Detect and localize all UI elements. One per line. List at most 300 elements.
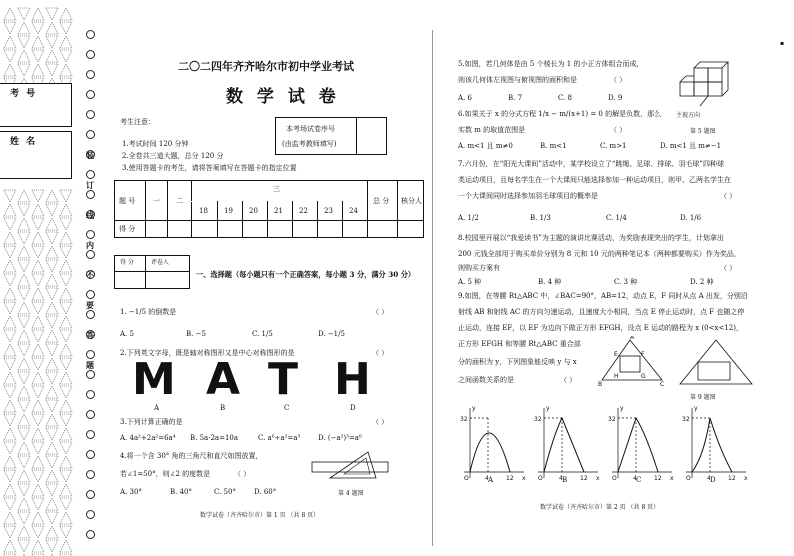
triangle-mark xyxy=(60,400,72,412)
triangle-mark xyxy=(32,456,44,468)
triangle-mark xyxy=(18,50,30,62)
triangle-mark xyxy=(18,484,30,496)
q2-opt-d[interactable]: D xyxy=(350,404,356,412)
triangle-mark xyxy=(60,8,72,20)
binding-circle xyxy=(86,530,95,539)
triangle-mark xyxy=(4,260,16,272)
q9-x-tick: 4 xyxy=(707,475,711,482)
triangle-mark xyxy=(60,64,72,76)
grader-box[interactable] xyxy=(114,255,190,289)
triangle-mark xyxy=(18,414,30,426)
triangle-mark xyxy=(18,36,30,48)
q9-x-tick: 12 xyxy=(506,475,514,482)
q8-paren: （ ） xyxy=(720,264,737,272)
triangle-mark xyxy=(18,428,30,440)
triangle-mark xyxy=(4,414,16,426)
binding-note-char: 不 xyxy=(86,270,94,280)
q7-opt-d[interactable]: D. 1/6 xyxy=(680,214,702,222)
binding-circle xyxy=(86,230,95,239)
triangle-mark xyxy=(32,8,44,20)
q2-opt-a[interactable]: A xyxy=(154,404,160,412)
triangle-mark xyxy=(60,344,72,356)
q5-opt-d[interactable]: D. 9 xyxy=(608,94,623,102)
q9-x-axis: x xyxy=(744,475,748,482)
q3-opt-a[interactable]: A. 4a²+2a²=6a⁴ xyxy=(120,434,176,442)
triangle-mark xyxy=(32,344,44,356)
triangle-mark xyxy=(60,512,72,524)
triangle-mark xyxy=(32,386,44,398)
triangle-mark xyxy=(46,232,58,244)
triangle-mark xyxy=(60,540,72,552)
triangle-mark xyxy=(60,442,72,454)
triangle-mark xyxy=(60,288,72,300)
notice-title: 考生注意： xyxy=(120,118,155,126)
q2-letter-m: M xyxy=(132,354,176,405)
binding-circle xyxy=(86,470,95,479)
triangle-mark xyxy=(18,288,30,300)
q5-stem-2: 则该几何体左视图与俯视图的面积和是 xyxy=(458,76,577,84)
q9-origin: O xyxy=(464,475,469,482)
triangle-mark xyxy=(18,22,30,34)
triangle-mark xyxy=(32,316,44,328)
q9-line-1: 9.如图，在等腰 Rt△ABC 中，∠BAC=90°，AB=12，动点 E，F 同时从点 A 出发，分别沿 xyxy=(458,292,748,300)
triangle-mark xyxy=(18,246,30,258)
th-sub: 22 xyxy=(299,207,308,215)
q9-x-tick: 12 xyxy=(654,475,662,482)
triangle-mark xyxy=(4,540,16,552)
q8-opt-a[interactable]: A. 5 种 xyxy=(458,278,482,286)
triangle-mark xyxy=(60,386,72,398)
triangle-mark xyxy=(60,302,72,314)
binding-circle xyxy=(86,490,95,499)
triangle-mark xyxy=(60,470,72,482)
q6-opt-d[interactable]: D. m<1 且 m≠−1 xyxy=(660,142,722,150)
margin-mark: ▪ xyxy=(780,40,785,47)
triangle-mark xyxy=(4,316,16,328)
triangle-mark xyxy=(18,274,30,286)
footer-right: 数学试卷（齐齐哈尔市）第 2 页 （共 8 页） xyxy=(540,504,660,511)
triangle-mark xyxy=(60,414,72,426)
q9-fig-c: C xyxy=(660,381,665,388)
binding-circle xyxy=(86,130,95,139)
binding-note-char: 装 xyxy=(86,150,94,160)
triangle-mark xyxy=(32,442,44,454)
triangle-mark xyxy=(4,428,16,440)
binding-note-char: 题 xyxy=(86,360,94,370)
q8-opt-c[interactable]: C. 3 种 xyxy=(614,278,638,286)
th-sub: 18 xyxy=(199,207,208,215)
q9-line-6: 之间函数关系的是 xyxy=(458,376,514,384)
triangle-mark xyxy=(60,260,72,272)
triangle-mark xyxy=(32,288,44,300)
grader-score: 得 分 xyxy=(120,259,134,266)
triangle-mark xyxy=(32,358,44,370)
q7-stem-3: 一个大课间同时选择参加羽毛球项目的概率是 xyxy=(458,192,598,200)
triangle-mark xyxy=(46,190,58,202)
q6-opt-b[interactable]: B. m<1 xyxy=(540,142,567,150)
q6-opt-c[interactable]: C. m>1 xyxy=(600,142,627,150)
q6-opt-a[interactable]: A. m<1 且 m≠0 xyxy=(458,142,513,150)
th-3: 三 xyxy=(273,185,280,193)
triangle-mark xyxy=(46,526,58,538)
triangle-mark xyxy=(46,414,58,426)
q7-opt-a[interactable]: A. 1/2 xyxy=(458,214,479,222)
triangle-mark xyxy=(4,8,16,20)
triangle-mark xyxy=(18,400,30,412)
seat-box-label: 本考场试卷序号 xyxy=(286,125,335,133)
triangle-mark xyxy=(4,484,16,496)
notice-1: 1.考试时间 120 分钟 xyxy=(122,140,189,148)
q8-opt-d[interactable]: D. 2 种 xyxy=(690,278,714,286)
triangle-mark xyxy=(32,470,44,482)
triangle-mark xyxy=(18,218,30,230)
exam-number-label: 考 号 xyxy=(10,89,38,99)
triangle-mark xyxy=(46,484,58,496)
triangle-mark xyxy=(46,64,58,76)
triangle-mark xyxy=(60,484,72,496)
triangle-mark xyxy=(32,260,44,272)
triangle-mark xyxy=(32,22,44,34)
triangle-mark xyxy=(60,190,72,202)
triangle-mark xyxy=(32,330,44,342)
triangle-mark xyxy=(32,428,44,440)
triangle-mark xyxy=(32,526,44,538)
triangle-mark xyxy=(60,36,72,48)
triangle-mark xyxy=(18,64,30,76)
q4-fig-caption: 第 4 题图 xyxy=(338,490,364,497)
triangle-mark xyxy=(32,190,44,202)
triangle-mark xyxy=(32,64,44,76)
binding-line xyxy=(82,30,100,550)
q7-stem-2: 类运动项目，且每名学生在一个大课间只能选择参加一种运动项目，则甲、乙两名学生在 xyxy=(458,176,731,184)
triangle-mark xyxy=(32,302,44,314)
binding-circle xyxy=(86,50,95,59)
q9-x-axis: x xyxy=(596,475,600,482)
q9-x-axis: x xyxy=(670,475,674,482)
name-box[interactable] xyxy=(0,131,72,179)
triangle-mark xyxy=(18,498,30,510)
th-total: 总 分 xyxy=(373,197,390,205)
triangle-mark xyxy=(60,274,72,286)
binding-circle xyxy=(86,430,95,439)
triangle-mark xyxy=(60,50,72,62)
q9-option-graphs xyxy=(458,404,758,486)
q9-graph-label: B xyxy=(562,476,568,484)
triangle-mark xyxy=(32,372,44,384)
q9-graph-plot xyxy=(458,404,530,486)
q5-figure xyxy=(674,60,744,110)
q5-opt-c[interactable]: C. 8 xyxy=(558,94,573,102)
th-sub: 23 xyxy=(324,207,333,215)
section-1-title: 一、选择题（每小题只有一个正确答案，每小题 3 分，满分 30 分） xyxy=(196,270,416,279)
th-question: 题 号 xyxy=(119,197,136,205)
triangle-mark xyxy=(4,358,16,370)
subject-title: 数 学 试 卷 xyxy=(226,87,340,107)
triangle-mark xyxy=(18,344,30,356)
q9-graph-option[interactable] xyxy=(606,404,678,486)
triangle-mark xyxy=(18,316,30,328)
q9-graph-label: A xyxy=(488,476,494,484)
triangle-mark xyxy=(32,484,44,496)
q5-fig-caption: 第 5 题图 xyxy=(690,128,716,135)
q9-x-axis: x xyxy=(522,475,526,482)
triangle-mark xyxy=(4,50,16,62)
q4-opt-c[interactable]: C. 50° xyxy=(214,488,236,496)
triangle-mark xyxy=(32,218,44,230)
q2-letter-a: A xyxy=(206,354,241,405)
triangle-mark xyxy=(4,288,16,300)
q9-line-2: 射线 AB 和射线 AC 的方向匀速运动，且速度大小相同，当点 E 停止运动时，点 F 也随之停 xyxy=(458,308,745,316)
binding-note-char: 订 xyxy=(86,180,94,190)
q5-opt-a[interactable]: A. 6 xyxy=(458,94,472,102)
q4-opt-d[interactable]: D. 60° xyxy=(254,488,277,496)
q9-fig-b: B xyxy=(598,381,603,388)
q9-y-tick: 32 xyxy=(460,416,468,423)
triangle-mark xyxy=(46,428,58,440)
triangle-mark xyxy=(60,358,72,370)
triangle-mark xyxy=(18,470,30,482)
triangle-mark xyxy=(46,8,58,20)
triangle-mark xyxy=(18,456,30,468)
q9-graph-plot xyxy=(680,404,752,486)
q4-stem-1: 4.将一个含 30° 角的三角尺和直尺如图放置， xyxy=(120,452,263,460)
q3-paren: （ ） xyxy=(372,418,389,426)
q9-y-axis: y xyxy=(546,405,550,412)
triangle-mark xyxy=(46,470,58,482)
triangle-mark xyxy=(4,218,16,230)
binding-circle xyxy=(86,390,95,399)
triangle-mark xyxy=(18,190,30,202)
binding-circle xyxy=(86,370,95,379)
triangle-mark xyxy=(4,526,16,538)
q9-fig-caption: 第 9 题图 xyxy=(690,394,716,401)
triangle-mark xyxy=(4,190,16,202)
q9-line-3: 止运动，连接 EF，以 EF 为边向下做正方形 EFGH，设点 E 运动的路程为 x (0<x<12)， xyxy=(458,324,743,332)
th-1: 一 xyxy=(153,197,160,205)
q3-opt-c[interactable]: C. a⁶÷a²=a³ xyxy=(258,434,301,442)
q7-stem-1: 7.六月份，在“阳光大课间”活动中，某学校设立了“跳绳、足球、排球、羽毛球”四种球 xyxy=(458,160,724,168)
binding-circle xyxy=(86,510,95,519)
q9-line-5: 分的面积为 y，下列图象能反映 y 与 x xyxy=(458,358,577,366)
q9-x-tick: 4 xyxy=(485,475,489,482)
triangle-mark xyxy=(18,540,30,552)
notice-2: 2.全卷共三道大题，总分 120 分 xyxy=(122,152,224,160)
q9-graph-option[interactable] xyxy=(458,404,530,486)
q9-fig-h: H xyxy=(614,373,619,380)
q9-graph-label: C xyxy=(636,476,642,484)
q5-paren: （ ） xyxy=(610,76,627,84)
triangle-mark xyxy=(60,22,72,34)
footer-left: 数学试卷（齐齐哈尔市）第 1 页 （共 8 页） xyxy=(200,512,320,519)
triangle-mark xyxy=(60,498,72,510)
triangle-mark xyxy=(4,302,16,314)
triangle-mark xyxy=(46,540,58,552)
q4-paren: （ ） xyxy=(234,470,251,478)
triangle-mark xyxy=(32,50,44,62)
triangle-mark xyxy=(32,36,44,48)
q2-letter-h: H xyxy=(334,354,371,405)
triangle-mark xyxy=(60,526,72,538)
q8-stem-3: 则购买方案有 xyxy=(458,264,500,272)
q4-opt-b[interactable]: B. 40° xyxy=(170,488,193,496)
triangle-mark xyxy=(4,246,16,258)
q9-graph-option[interactable] xyxy=(680,404,752,486)
q6-stem-1: 6.如果关于 x 的分式方程 1/x − m/(x+1) = 0 的解是负数，那么 xyxy=(458,110,662,118)
q9-figure xyxy=(594,336,754,392)
triangle-mark xyxy=(18,330,30,342)
q9-x-tick: 4 xyxy=(633,475,637,482)
triangle-mark xyxy=(4,64,16,76)
q9-y-tick: 32 xyxy=(682,416,690,423)
binding-note-char: 线 xyxy=(86,210,94,220)
q9-graph-plot xyxy=(606,404,678,486)
q7-opt-b[interactable]: B. 1/3 xyxy=(530,214,551,222)
triangle-mark xyxy=(4,372,16,384)
triangle-mark xyxy=(32,274,44,286)
triangle-mark xyxy=(46,204,58,216)
triangle-mark xyxy=(46,260,58,272)
q9-y-tick: 32 xyxy=(534,416,542,423)
q9-graph-label: D xyxy=(710,476,716,484)
triangle-mark xyxy=(60,372,72,384)
triangle-mark xyxy=(32,400,44,412)
q9-paren: （ ） xyxy=(560,376,577,384)
triangle-mark xyxy=(4,22,16,34)
binding-note-char: 要 xyxy=(86,300,94,310)
q2-opt-c[interactable]: C xyxy=(284,404,290,412)
q6-stem-2: 实数 m 的取值范围是 xyxy=(458,126,526,134)
q8-stem-1: 8.校园里开展以“我爱读书”为主题的演讲比赛活动，为奖励表现突出的学生，计划拿出 xyxy=(458,234,724,242)
triangle-mark xyxy=(4,400,16,412)
triangle-mark xyxy=(46,288,58,300)
q4-opt-a[interactable]: A. 30° xyxy=(120,488,142,496)
triangle-mark xyxy=(18,372,30,384)
triangle-mark xyxy=(60,246,72,258)
triangle-mark xyxy=(4,204,16,216)
triangle-mark xyxy=(32,540,44,552)
binding-circle xyxy=(86,310,95,319)
q3-opt-b[interactable]: B. 5a·2a=10a xyxy=(190,434,239,442)
q9-graph-option[interactable] xyxy=(532,404,604,486)
triangle-mark xyxy=(46,274,58,286)
triangle-mark xyxy=(46,316,58,328)
binding-circle xyxy=(86,90,95,99)
q5-opt-b[interactable]: B. 7 xyxy=(508,94,523,102)
triangle-mark xyxy=(18,358,30,370)
q4-figure xyxy=(310,448,390,486)
triangle-mark xyxy=(18,260,30,272)
triangle-mark xyxy=(46,456,58,468)
triangle-mark xyxy=(60,428,72,440)
q9-origin: O xyxy=(612,475,617,482)
q9-x-tick: 12 xyxy=(728,475,736,482)
triangle-mark xyxy=(32,512,44,524)
q2-letter-t: T xyxy=(268,354,299,405)
binding-note-char: 答 xyxy=(86,330,94,340)
score-table xyxy=(114,180,424,238)
triangle-mark xyxy=(46,386,58,398)
binding-circle xyxy=(86,350,95,359)
triangle-mark xyxy=(18,526,30,538)
binding-circle xyxy=(86,450,95,459)
triangle-mark xyxy=(4,498,16,510)
q4-stem-2: 若∠1=50°，则∠2 的度数是 xyxy=(120,470,211,478)
binding-circle xyxy=(86,290,95,299)
q1-opt-b[interactable]: B. −5 xyxy=(186,330,206,338)
triangle-mark xyxy=(60,218,72,230)
triangle-mark xyxy=(46,512,58,524)
triangle-mark xyxy=(4,330,16,342)
triangle-mark xyxy=(4,344,16,356)
grader-name: 评卷人 xyxy=(151,259,170,266)
name-label: 姓 名 xyxy=(10,137,38,147)
triangle-mark xyxy=(60,232,72,244)
triangle-mark xyxy=(4,36,16,48)
triangle-mark xyxy=(18,302,30,314)
triangle-mark xyxy=(32,414,44,426)
q8-stem-2: 200 元钱全部用于购买单价分别为 8 元和 10 元的两种笔记本（两种都要购买）作为奖品， xyxy=(458,250,741,258)
binding-circle xyxy=(86,170,95,179)
q7-opt-c[interactable]: C. 1/4 xyxy=(606,214,627,222)
seat-box[interactable] xyxy=(275,117,387,155)
q3-opt-d[interactable]: D. (−a²)³=a⁶ xyxy=(318,434,362,442)
triangle-mark xyxy=(32,246,44,258)
triangle-mark xyxy=(60,204,72,216)
triangle-mark xyxy=(46,372,58,384)
q1-opt-a[interactable]: A. 5 xyxy=(120,330,134,338)
q1-opt-d[interactable]: D. −1/5 xyxy=(318,330,345,338)
triangle-mark xyxy=(46,400,58,412)
q9-line-4: 正方形 EFGH 和等腰 Rt△ABC 重合部 xyxy=(458,340,581,348)
th-checker: 核分人 xyxy=(401,197,422,205)
triangle-mark xyxy=(4,512,16,524)
exam-title: 二〇二四年齐齐哈尔市初中学业考试 xyxy=(178,60,354,73)
binding-note-char: 内 xyxy=(86,240,94,250)
triangle-mark xyxy=(18,442,30,454)
triangle-mark xyxy=(46,498,58,510)
triangle-mark xyxy=(60,316,72,328)
exam-number-box[interactable] xyxy=(0,83,72,127)
triangle-mark xyxy=(18,386,30,398)
seat-box-note: (由监考教师填写) xyxy=(282,140,337,148)
q6-paren: （ ） xyxy=(610,126,627,134)
th-sub: 19 xyxy=(224,207,233,215)
binding-circle xyxy=(86,110,95,119)
row-score: 得 分 xyxy=(119,225,136,233)
triangle-mark xyxy=(4,274,16,286)
triangle-mark xyxy=(46,22,58,34)
triangle-mark xyxy=(4,386,16,398)
triangle-mark xyxy=(4,442,16,454)
q1-opt-c[interactable]: C. 1/5 xyxy=(252,330,273,338)
q8-opt-b[interactable]: B. 4 种 xyxy=(538,278,562,286)
q2-opt-b[interactable]: B xyxy=(220,404,226,412)
triangle-mark xyxy=(46,358,58,370)
q9-y-axis: y xyxy=(694,405,698,412)
q9-fig-f: F xyxy=(641,351,645,358)
triangle-mark xyxy=(46,330,58,342)
triangle-mark xyxy=(4,470,16,482)
binding-circle xyxy=(86,250,95,259)
binding-circle xyxy=(86,190,95,199)
th-2: 二 xyxy=(176,197,183,205)
q2-stem: 2.下列英文字母，既是轴对称图形又是中心对称图形的是 xyxy=(120,349,295,357)
q3-stem: 3.下列计算正确的是 xyxy=(120,418,183,426)
th-sub: 21 xyxy=(274,207,283,215)
triangle-mark xyxy=(18,204,30,216)
triangle-mark xyxy=(60,330,72,342)
q9-origin: O xyxy=(538,475,543,482)
